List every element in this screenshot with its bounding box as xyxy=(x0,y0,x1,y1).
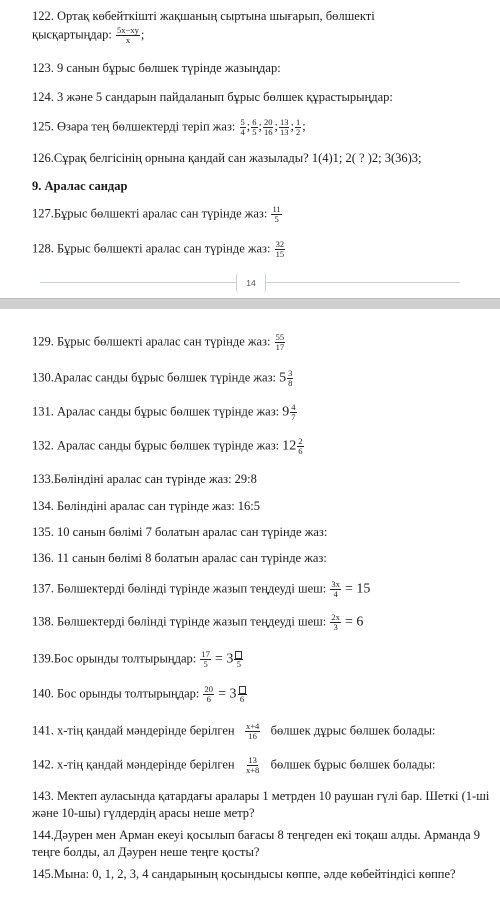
exercise-144: 144.Дәурен мен Арман екеуі қосылып бағасы 8 теңгеден екі тоқаш алды. Арманда 9 теңге болды, ал Дәурен неше теңге қосты? xyxy=(32,828,481,859)
fraction xyxy=(240,118,246,137)
exercise-137 xyxy=(32,580,492,599)
fraction-list xyxy=(239,117,306,137)
fraction-denominator: 17 xyxy=(275,342,285,352)
fraction-denominator: 5 xyxy=(274,214,279,224)
footer-rule-right xyxy=(266,282,460,283)
fraction xyxy=(330,580,341,599)
fraction-numerator: 6 xyxy=(252,117,257,127)
fraction xyxy=(245,722,260,741)
page-number: 14 xyxy=(236,273,266,293)
fraction xyxy=(251,118,257,137)
exercise-123: 123. 9 санын бұрыс бөлшек түрінде жазыңдар: xyxy=(32,61,281,75)
exercise-133: 133.Бөліндіні аралас сан түрінде жаз: 29:8 xyxy=(32,472,257,486)
page-15 xyxy=(0,309,500,906)
exercise-132 xyxy=(32,437,492,456)
exercise-143: 143. Мектеп ауласында қатардағы аралары 1 метрден 10 раушан гүлі бар. Шеткі (1-ші және 10-шы) гүлдердің арасы неше метр? xyxy=(32,789,490,820)
fraction xyxy=(245,756,260,775)
fraction-numerator: 11 xyxy=(272,204,281,214)
fraction xyxy=(271,205,281,224)
fraction-numerator: 13 xyxy=(279,117,289,127)
fraction-numerator: 3x xyxy=(331,579,340,589)
page-14 xyxy=(0,0,500,301)
exercise-142-tail: бөлшек бұрыс бөлшек болады: xyxy=(270,757,436,772)
mixed-whole: 9 xyxy=(282,404,290,420)
exercise-127-label: 127.Бұрыс бөлшекті аралас сан түрінде жаз: xyxy=(32,206,268,221)
exercise-139-label: 139.Бос орынды толтырыңдар: xyxy=(32,651,197,666)
fraction-numerator: 1 xyxy=(295,117,301,127)
fraction xyxy=(200,650,211,669)
fraction xyxy=(275,240,286,259)
fraction xyxy=(290,403,296,422)
exercise-128-label: 128. Бұрыс бөлшекті аралас сан түрінде жаз: xyxy=(32,241,271,256)
fraction-denominator: 4 xyxy=(240,127,245,137)
fraction-denominator: 6 xyxy=(298,446,303,456)
exercise-145: 145.Мына: 0, 1, 2, 3, 4 сандарының қосындысы көппе, әлде көбейтіндісі көппе? xyxy=(32,867,456,881)
exercise-141-label: 141. x-тің қандай мәндерінде берілген xyxy=(32,723,235,738)
fraction-numerator: 20 xyxy=(204,684,213,695)
fraction-denominator: 5 xyxy=(203,659,208,670)
exercise-141-tail: бөлшек дұрыс бөлшек болады: xyxy=(270,723,436,738)
fraction-denominator: x xyxy=(125,35,131,45)
fraction-numerator: 5x−xy xyxy=(117,25,139,35)
exercise-140 xyxy=(32,685,492,704)
exercise-138-label: 138. Бөлшектерді бөлінді түрінде жазып теңдеуді шеш: xyxy=(32,614,327,629)
punctuation: ; xyxy=(140,27,145,42)
exercise-142-label: 142. x-тің қандай мәндерінде берілген xyxy=(32,757,235,772)
fraction-denominator: 8 xyxy=(288,378,293,388)
exercise-129-label: 129. Бұрыс бөлшекті аралас сан түрінде жаз: xyxy=(32,334,271,349)
fraction-denominator: 16 xyxy=(248,731,257,741)
mixed-whole: 12 xyxy=(282,438,297,454)
fraction xyxy=(263,118,274,137)
blank-fraction xyxy=(238,685,247,704)
exercise-128 xyxy=(32,240,492,259)
exercise-124: 124. 3 және 5 сандарын пайдаланып бұрыс бөлшек құрастырыңдар: xyxy=(32,90,393,104)
exercise-130 xyxy=(32,369,492,388)
fraction-denominator: 16 xyxy=(263,127,273,137)
fraction xyxy=(275,333,286,352)
fraction-denominator: 2 xyxy=(295,127,301,137)
fraction xyxy=(203,685,214,704)
exercise-135: 135. 10 санын бөлімі 7 болатын аралас сан түрінде жаз: xyxy=(32,525,328,539)
fraction xyxy=(330,613,341,632)
fraction-numerator: x+4 xyxy=(245,721,260,731)
fraction xyxy=(295,118,301,137)
fraction-numerator: 5 xyxy=(240,117,245,127)
punctuation: ; xyxy=(258,119,262,134)
punctuation: ; xyxy=(246,119,251,134)
exercise-122-label: қысқартыңдар: xyxy=(32,27,112,42)
fraction-numerator: 13 xyxy=(248,755,257,765)
fraction-denominator: x+8 xyxy=(245,765,260,775)
equation-rhs: = 15 xyxy=(345,581,371,597)
exercise-122-line1: 122. Ортақ көбейткішті жақшаның сыртына шығарып, бөлшекті xyxy=(32,9,375,23)
fraction-denominator: 7 xyxy=(291,412,296,422)
fraction-denominator: 5 xyxy=(236,659,241,670)
exercise-142 xyxy=(32,756,492,775)
exercise-137-label: 137. Бөлшектерді бөлінді түрінде жазып теңдеуді шеш: xyxy=(32,581,327,596)
blank-fraction xyxy=(234,650,243,669)
fraction-denominator: 6 xyxy=(206,694,211,705)
punctuation: ; xyxy=(302,119,306,134)
fraction-denominator: 15 xyxy=(275,249,285,259)
exercise-131 xyxy=(32,403,492,422)
fraction-denominator: 4 xyxy=(333,589,338,599)
fraction-numerator: 17 xyxy=(201,649,210,660)
fraction-denominator: 3 xyxy=(333,622,338,632)
fraction xyxy=(279,118,290,137)
mixed-whole: 5 xyxy=(279,370,287,386)
exercise-140-label: 140. Бос орынды толтырыңдар: xyxy=(32,686,200,701)
fraction-numerator: 32 xyxy=(275,239,285,249)
page-number-footer xyxy=(0,273,500,293)
exercise-134: 134. Бөліндіні аралас сан түрінде жаз: 16:5 xyxy=(32,499,261,513)
section-heading: 9. Аралас сандар xyxy=(32,179,128,193)
exercise-136: 136. 11 санын бөлімі 8 болатын аралас сан түрінде жаз: xyxy=(32,551,327,565)
fraction-numerator: 55 xyxy=(275,332,285,342)
fraction-denominator: 5 xyxy=(252,127,257,137)
punctuation: ; xyxy=(274,119,278,134)
exercise-139 xyxy=(32,650,492,669)
fraction xyxy=(116,26,140,45)
fraction-numerator: 2x xyxy=(331,612,340,622)
equation-rhs: = 3 xyxy=(214,651,234,667)
fraction-numerator: 2 xyxy=(298,436,303,446)
fraction-numerator: 3 xyxy=(288,368,293,378)
fraction xyxy=(287,369,293,388)
exercise-131-label: 131. Аралас санды бұрыс бөлшек түрінде жаз: xyxy=(32,404,280,419)
punctuation: ; xyxy=(290,119,294,134)
fraction xyxy=(297,437,303,456)
equation-rhs: = 3 xyxy=(218,686,237,702)
exercise-125-label: 125. Өзара тең бөлшектерді теріп жаз: xyxy=(32,119,236,134)
fraction-numerator: 4 xyxy=(291,402,296,412)
fraction-numerator: 20 xyxy=(263,117,273,127)
exercise-127 xyxy=(32,205,492,224)
exercise-141 xyxy=(32,722,492,741)
fraction-denominator: 13 xyxy=(279,127,289,137)
exercise-126: 126.Сұрақ белгісінің орнына қандай сан жазылады? 1(4)1; 2( ? )2; 3(36)3; xyxy=(32,151,422,165)
exercise-125 xyxy=(32,118,492,137)
exercise-138 xyxy=(32,613,492,632)
fraction-denominator: 6 xyxy=(239,694,245,705)
exercise-122-line2 xyxy=(32,26,492,45)
exercise-130-label: 130.Аралас санды бұрыс бөлшек түрінде жаз: xyxy=(32,370,276,385)
exercise-129 xyxy=(32,333,492,352)
exercise-132-label: 132. Аралас санды бұрыс бөлшек түрінде жаз: xyxy=(32,438,280,453)
footer-rule-left xyxy=(40,282,236,283)
equation-rhs: = 6 xyxy=(345,614,364,630)
